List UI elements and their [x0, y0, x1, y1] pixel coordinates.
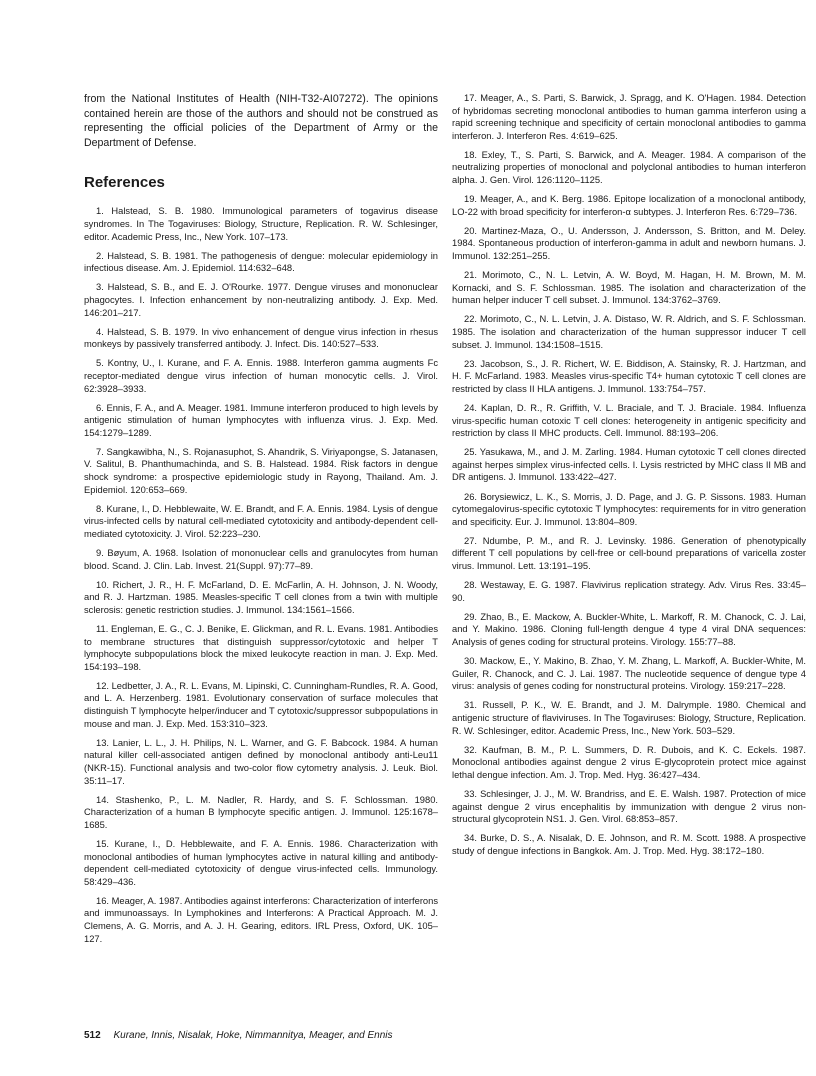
reference-item: 12. Ledbetter, J. A., R. L. Evans, M. Lipinski, C. Cunningham-Rundles, R. A. Good, and L. A. Herzenberg. 1981. Evolutionary conservation of surface molecules that distinguish T lymphocyte helper/inducer and T cytotoxic/suppressor subpopulations in mouse and man. J. Exp. Med. 153:310–323.: [84, 680, 438, 729]
left-column: [84, 92, 438, 952]
reference-item: 34. Burke, D. S., A. Nisalak, D. E. Johnson, and R. M. Scott. 1988. A prospective study of dengue infections in Bangkok. Am. J. Trop. Med. Hyg. 38:172–180.: [452, 833, 806, 856]
reference-item: 19. Meager, A., and K. Berg. 1986. Epitope localization of a monoclonal antibody, LO-22 with broad specificity for interferon-α subtypes. J. Interferon Res. 6:729–736.: [452, 194, 806, 217]
reference-item: 21. Morimoto, C., N. L. Letvin, A. W. Boyd, M. Hagan, H. M. Brown, M. M. Kornacki, and S. F. Schlossman. 1985. The isolation and characterization of the human helper inducer T cell subset. J. Immunol. 134:3762–3769.: [452, 270, 806, 306]
reference-item: 11. Engleman, E. G., C. J. Benike, E. Glickman, and R. L. Evans. 1981. Antibodies to membrane structures that distinguish suppressor/cytotoxic and helper T lymphocyte subpopulations block the mixed leukocyte reaction in man. J. Exp. Med. 154:193–198.: [84, 624, 438, 672]
reference-item: 28. Westaway, E. G. 1987. Flavivirus replication strategy. Adv. Virus Res. 33:45–90.: [452, 580, 806, 603]
reference-item: 16. Meager, A. 1987. Antibodies against interferons: Characterization of interferons and immunoassays. In Lymphokines and Interferons: A Practical Approach. M. J. Clemens, A. G. Morris, and A. J. H. Gearing, editors. IRL Press, Oxford, UK. 105–127.: [84, 895, 438, 944]
reference-list-right: [452, 92, 806, 857]
references-heading: References: [84, 174, 165, 192]
reference-item: 23. Jacobson, S., J. R. Richert, W. E. Biddison, A. Stainsky, R. J. Hartzman, and H. F. McFarland. 1983. Measles virus-specific T4+ human cytotoxic T cell clones are restricted by class II HLA antigens. J. Immunol. 133:754–757.: [452, 358, 806, 394]
reference-item: 5. Kontny, U., I. Kurane, and F. A. Ennis. 1988. Interferon gamma augments Fc receptor-mediated dengue virus infection of human monocytic cells. J. Virol. 62:3928–3933.: [84, 358, 438, 394]
reference-item: 13. Lanier, L. L., J. H. Philips, N. L. Warner, and G. F. Babcock. 1984. A human natural killer cell-associated antigen defined by monoclonal antibody anti-Leu11 (NKR-15). Functional analysis and two-color flow cytometry analysis. J. Leuk. Biol. 35:11–17.: [84, 737, 438, 786]
reference-item: 26. Borysiewicz, L. K., S. Morris, J. D. Page, and J. G. P. Sissons. 1983. Human cytomegalovirus-specific cytotoxic T lymphocytes: requirements for in vitro generation and specificity. Eur. J. Immunol. 13:804–809.: [452, 491, 806, 527]
running-authors: Kurane, Innis, Nisalak, Hoke, Nimmannitya, Meager, and Ennis: [113, 1030, 393, 1041]
reference-item: 7. Sangkawibha, N., S. Rojanasuphot, S. Ahandrik, S. Viriyapongse, S. Jatanasen, V. Salitul, B. Phanthumachinda, and S. B. Halstead. 1984. Risk factors in dengue shock syndrome: a prospective epidemiologic study in Rayong, Thailand. Am. J. Epidemiol. 120:653–669.: [84, 446, 438, 495]
right-column: [452, 92, 806, 864]
reference-item: 27. Ndumbe, P. M., and R. J. Levinsky. 1986. Generation of phenotypically different T cell populations by cell-free or cell-bound preparations of varicella zoster virus. Immunol. Lett. 13:191–195.: [452, 535, 806, 571]
reference-item: 2. Halstead, S. B. 1981. The pathogenesis of dengue: molecular epidemiology in infectious disease. Am. J. Epidemiol. 114:632–648.: [84, 250, 438, 274]
reference-item: 20. Martinez-Maza, O., U. Andersson, J. Andersson, S. Britton, and M. Deley. 1984. Spontaneous production of interferon-gamma in adult and newborn humans. J. Immunol. 132:251–255.: [452, 225, 806, 262]
reference-item: 9. Bøyum, A. 1968. Isolation of mononuclear cells and granulocytes from human blood. Scand. J. Clin. Lab. Invest. 21(Suppl. 97):77–89.: [84, 548, 438, 571]
reference-item: 31. Russell, P. K., W. E. Brandt, and J. M. Dalrymple. 1980. Chemical and antigenic structure of flaviviruses. In The Togaviruses: Biology, Structure, Replication. R. W. Schlesinger, editor. Academic Press, Inc., New York. 503–529.: [452, 700, 806, 736]
reference-item: 1. Halstead, S. B. 1980. Immunological parameters of togavirus disease syndromes. In The Togaviruses: Biology, Structure, Replication. R. W. Schlesinger, editor. Academic Press, Inc., New York. 107–173.: [84, 206, 438, 242]
reference-item: 32. Kaufman, B. M., P. L. Summers, D. R. Dubois, and K. C. Eckels. 1987. Monoclonal antibodies against dengue 2 virus E-glycoprotein protect mice against lethal dengue infection. Am. J. Trop. Med. Hyg. 36:427–434.: [452, 744, 806, 780]
reference-item: 18. Exley, T., S. Parti, S. Barwick, and A. Meager. 1984. A comparison of the neutralizing properties of monoclonal and polyclonal antibodies to human interferon alpha. J. Gen. Virol. 126:1120–1125.: [452, 149, 806, 186]
reference-item: 25. Yasukawa, M., and J. M. Zarling. 1984. Human cytotoxic T cell clones directed against herpes simplex virus-infected cells. I. Lysis restricted by MHC class II MB and DR antigens. J. Immunol. 133:422–427.: [452, 447, 806, 483]
reference-item: 30. Mackow, E., Y. Makino, B. Zhao, Y. M. Zhang, L. Markoff, A. Buckler-White, M. Guiler, R. Chanock, and C. J. Lai. 1987. The nucleotide sequence of dengue type 4 virus: analysis of genes coding for nonstructural proteins. Virology. 159:217–228.: [452, 656, 806, 692]
reference-list-left: [84, 205, 438, 945]
reference-item: 24. Kaplan, D. R., R. Griffith, V. L. Braciale, and T. J. Braciale. 1984. Influenza virus-specific human cotoxic T cell clones: heterogeneity in antigenic specificity and restriction by class II MHC products. Cell. Immunol. 88:193–206.: [452, 402, 806, 439]
reference-item: 6. Ennis, F. A., and A. Meager. 1981. Immune interferon produced to high levels by antigenic stimulation of human lymphocytes with influenza virus. J. Exp. Med. 154:1279–1289.: [84, 402, 438, 438]
page-number: 512: [84, 1030, 101, 1041]
reference-item: 14. Stashenko, P., L. M. Nadler, R. Hardy, and S. F. Schlossman. 1980. Characterization of a human B lymphocyte specific antigen. J. Immunol. 125:1678–1685.: [84, 794, 438, 830]
reference-item: 8. Kurane, I., D. Hebblewaite, W. E. Brandt, and F. A. Ennis. 1984. Lysis of dengue virus-infected cells by natural cell-mediated cytotoxicity and antibody-dependent cell-mediated cytotoxicity. J. Virol. 52:223–230.: [84, 503, 438, 539]
acknowledgment-text: from the National Institutes of Health (NIH-T32-AI07272). The opinions contained herein are those of the authors and should not be construed as representing the official policies of the Department of Army or the Department of Defense.: [84, 93, 438, 149]
reference-item: 33. Schlesinger, J. J., M. W. Brandriss, and E. E. Walsh. 1987. Protection of mice against dengue 2 virus encephalitis by immunization with dengue 2 virus non-structural glycoprotein NS1. J. Gen. Virol. 68:853–857.: [452, 788, 806, 825]
reference-item: 29. Zhao, B., E. Mackow, A. Buckler-White, L. Markoff, R. M. Chanock, C. J. Lai, and Y. Makino. 1986. Cloning full-length dengue 4 type 4 viral DNA sequences: Analysis of genes coding for structural proteins. Virology. 155:77–88.: [452, 611, 806, 647]
page-footer: [84, 1030, 393, 1041]
reference-item: 22. Morimoto, C., N. L. Letvin, J. A. Distaso, W. R. Aldrich, and S. F. Schlossman. 1985. The isolation and characterization of the human suppressor inducer T cell subset. J. Immunol. 134:1508–1515.: [452, 314, 806, 350]
reference-item: 3. Halstead, S. B., and E. J. O'Rourke. 1977. Dengue viruses and mononuclear phagocytes. I. Infection enhancement by non-neutralizing antibody. J. Exp. Med. 146:201–217.: [84, 282, 438, 318]
reference-item: 10. Richert, J. R., H. F. McFarland, D. E. McFarlin, A. H. Johnson, J. N. Woody, and R. J. Hartzman. 1985. Measles-specific T cell clones from a twin with multiple sclerosis: genetic restriction studies. J. Immunol. 134:1561–1566.: [84, 579, 438, 615]
reference-item: 4. Halstead, S. B. 1979. In vivo enhancement of dengue virus infection in rhesus monkeys by passively transferred antibody. J. Infect. Dis. 140:527–533.: [84, 326, 438, 350]
reference-item: 17. Meager, A., S. Parti, S. Barwick, J. Spragg, and K. O'Hagen. 1984. Detection of hybridomas secreting monoclonal antibodies to human gamma interferon using a rapid screening technique and specificity of certain monoclonal antibodies to gamma interferon. J. Interferon Res. 4:619–625.: [452, 93, 806, 141]
reference-item: 15. Kurane, I., D. Hebblewaite, and F. A. Ennis. 1986. Characterization with monoclonal antibodies of human lymphocytes active in natural killing and antibody-dependent cell-mediated cytotoxicity of dengue virus-infected cells. Immunology. 58:429–436.: [84, 838, 438, 887]
